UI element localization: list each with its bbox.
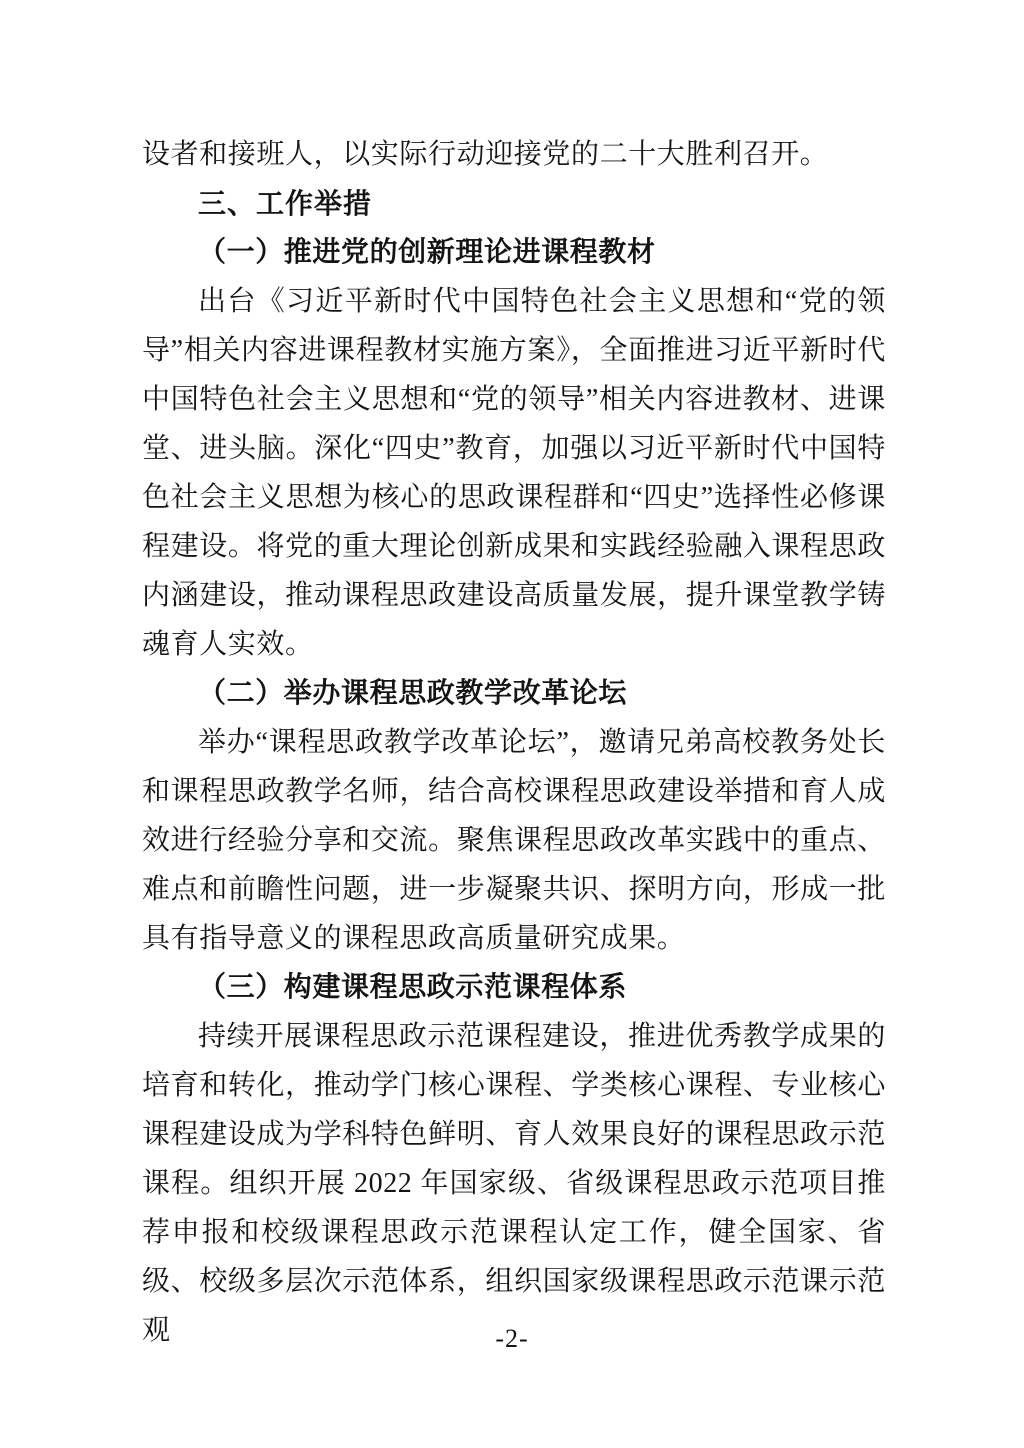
- paragraph-innovation-theory: 出台《习近平新时代中国特色社会主义思想和“党的领导”相关内容进课程教材实施方案》，全面推进习近平新时代中国特色社会主义思想和“党的领导”相关内容进教材、进课堂、进头脑。深化“四史”教育，加强以习近平新时代中国特色社会主义思想为核心的思政课程群和“四史”选择性必修课程建设。将党的重大理论创新成果和实践经验融入课程思政内涵建设，推动课程思政建设高质量发展，提升课堂教学铸魂育人实效。: [142, 286, 886, 660]
- subsection-heading-1: （一）推进党的创新理论进课程教材: [198, 237, 656, 268]
- page-number: -2-: [495, 1324, 529, 1353]
- paragraph-reform-forum: 举办“课程思政教学改革论坛”，邀请兄弟高校教务处长和课程思政教学名师，结合高校课程思政建设举措和育人成效进行经验分享和交流。聚焦课程思政改革实践中的重点、难点和前瞻性问题，进一步凝聚共识、探明方向，形成一批具有指导意义的课程思政高质量研究成果。: [142, 727, 886, 954]
- section-heading-work-measures: 三、工作举措: [198, 188, 373, 219]
- document-body: [142, 130, 886, 1355]
- subsection-heading-3: （三）构建课程思政示范课程体系: [198, 972, 628, 1003]
- continuation-paragraph: 设者和接班人，以实际行动迎接党的二十大胜利召开。: [142, 139, 829, 170]
- paragraph-demonstration-courses: 持续开展课程思政示范课程建设，推进优秀教学成果的培育和转化，推动学门核心课程、学类核心课程、专业核心课程建设成为学科特色鲜明、育人效果良好的课程思政示范课程。组织开展 2022 年国家级、省级课程思政示范项目推荐申报和校级课程思政示范课程认定工作，健全国家、省级、校级多层次示范体系，组织国家级课程思政示范课示范观: [142, 1021, 886, 1346]
- subsection-heading-2: （二）举办课程思政教学改革论坛: [198, 678, 628, 709]
